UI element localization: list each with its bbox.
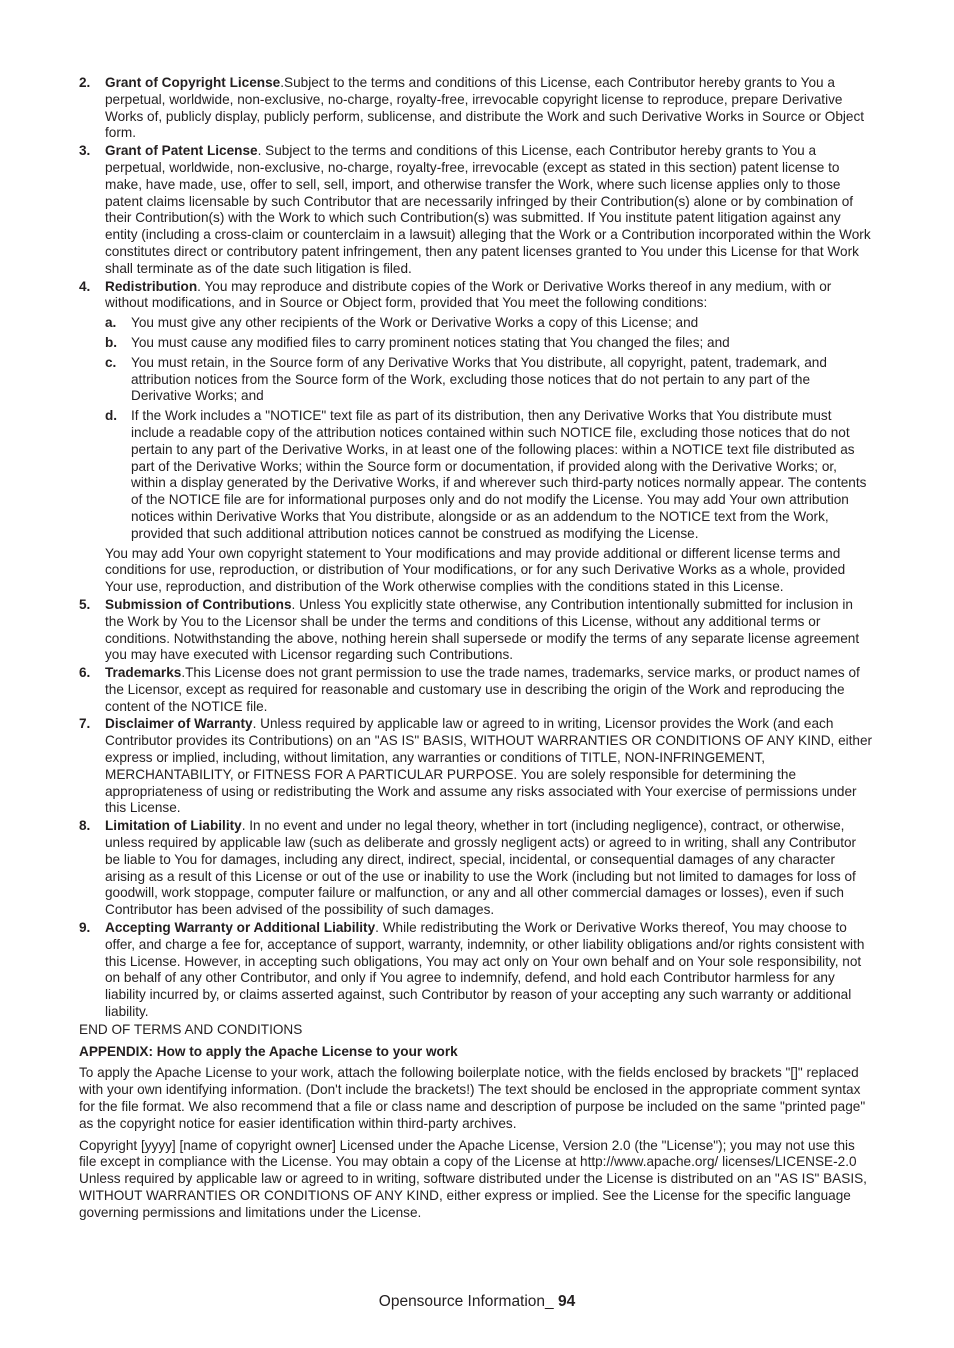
section-number: 3. (79, 143, 91, 159)
subitem-letter: c. (105, 354, 117, 370)
section-title: Grant of Copyright License (105, 75, 281, 90)
section-9 (79, 920, 873, 1021)
section-title: Grant of Patent License (105, 143, 258, 159)
subitem-text: If the Work includes a "NOTICE" text file as part of its distribution, then any Derivative Works that You distribute must include a readable copy of the attribution notices contained within such NOTICE file, excluding those notices that do not pertain to any part of the Derivative Works, in at least one of the following places: within a NOTICE text file distributed as part of the Derivative Works; within the Source form or documentation, if provided along with the Derivative Works; or, within a display generated by the Derivative Works, if and wherever such third-party notices normally appear. The contents of the NOTICE file are for informational purposes only and do not modify the License. You may add Your own attribution notices within Derivative Works that You distribute, alongside or as an addendum to the NOTICE text from the Work, provided that such additional attribution notices cannot be construed as modifying the License. (131, 408, 867, 541)
section-text: . Subject to the terms and conditions of this License, each Contributor hereby grants to You a perpetual, worldwide, non-exclusive, no-charge, royalty-free, irrevocable (except as stated in this section) patent license to make, have made, use, offer to sell, sell, import, and otherwise transfer the Work, where such license applies only to those patent claims licensable by such Contributor that are necessarily infringed by their Contribution(s) alone or by combination of their Contribution(s) with the Work to which such Contribution(s) was submitted. If You institute patent litigation against any entity (including a cross-claim or counterclaim in a lawsuit) alleging that the Work or a Contribution incorporated within the Work constitutes direct or contributory patent infringement, then any patent licenses granted to You under this License for that Work shall terminate as of the date such litigation is filed. (105, 143, 871, 276)
section-title: Submission of Contributions (105, 596, 292, 612)
section-4-followup: You may add Your own copyright statement to Your modifications and may provide additional or different license terms and conditions for use, reproduction, or distribution of Your modifications, or for any such Derivative Works as a whole, provided Your use, reproduction, and distribution of the Work otherwise complies with the conditions stated in this License. (105, 545, 846, 595)
section-number: 8. (79, 818, 91, 834)
subitem-text: You must cause any modified files to carry prominent notices stating that You changed the files; and (131, 334, 730, 350)
subitem-d (105, 408, 873, 542)
appendix-paragraph-1: To apply the Apache License to your work, attach the following boilerplate notice, with the fields enclosed by brackets "[]" replaced with your own identifying information. (Don't include the brackets!) The text should be enclosed in the appropriate comment syntax for the file format. We also recommend that a file or class name and description of purpose be included on the same "printed page" as the copyright notice for easier identification within third-party archives. (79, 1065, 866, 1131)
section-number: 5. (79, 596, 91, 612)
section-number: 4. (79, 278, 91, 294)
section-number: 2. (79, 75, 91, 90)
section-3 (79, 143, 873, 277)
section-6 (79, 665, 873, 715)
section-text: . You may reproduce and distribute copies of the Work or Derivative Works thereof in any medium, with or without modifications, and in Source or Object form, provided that You meet the following conditions: (105, 278, 832, 311)
section-text: . Unless required by applicable law or agreed to in writing, Licensor provides the Work (and each Contributor provides its Contributions) on an "AS IS" BASIS, WITHOUT WARRANTIES OR CONDITIONS OF ANY KIND, either express or implied, including, without limitation, any warranties or conditions of TITLE, NON-INFRINGEMENT, MERCHANTABILITY, or FITNESS FOR A PARTICULAR PURPOSE. You are solely responsible for determining the appropriateness of using or redistributing the Work and assume any risks associated with Your exercise of permissions under this License. (105, 716, 873, 816)
subitem-letter: b. (105, 334, 118, 350)
section-title: Disclaimer of Warranty (105, 716, 253, 732)
section-number: 6. (79, 665, 91, 681)
section-7 (79, 716, 873, 817)
section-number: 7. (79, 716, 91, 732)
section-title: Redistribution (105, 278, 198, 294)
end-of-terms: END OF TERMS AND CONDITIONS (79, 1021, 303, 1037)
section-5 (79, 597, 873, 664)
subitem-letter: a. (105, 315, 117, 331)
page-number: 94 (557, 1293, 576, 1310)
subitem-text: You must retain, in the Source form of any Derivative Works that You distribute, all copyright, patent, trademark, and attribution notices from the Source form of the Work, excluding those notices that do not pertain to any part of the Derivative Works; and (131, 354, 827, 404)
section-title: Accepting Warranty or Additional Liability (105, 920, 376, 936)
section-text: . In no event and under no legal theory, whether in tort (including negligence), contract, or otherwise, unless required by applicable law (such as deliberate and grossly negligent acts) or agreed to in writing, shall any Contributor be liable to You for damages, including any direct, indirect, special, incidental, or consequential damages of any character arising as a result of this License or out of the use or inability to use the Work (including but not limited to damages for loss of goodwill, work stoppage, computer failure or malfunction, or any and all other commercial damages or losses), even if such Contributor has been advised of the possibility of such damages. (105, 818, 857, 918)
appendix-paragraph-2: Copyright [yyyy] [name of copyright owner] Licensed under the Apache License, Version 2.0 (the "License"); you may not use this file except in compliance with the License. You may obtain a copy of the License at http://www.apache.org/ licenses/LICENSE-2.0 Unless required by applicable law or agreed to in writing, software distributed under the License is distributed on an "AS IS" BASIS, WITHOUT WARRANTIES OR CONDITIONS OF ANY KIND, either express or implied. See the License for the specific language governing permissions and limitations under the License. (79, 1137, 867, 1220)
section-text: .This License does not grant permission to use the trade names, trademarks, service marks, or product names of the Licensor, except as required for reasonable and customary use in describing the origin of the Work and reproducing the content of the NOTICE file. (105, 665, 860, 714)
subitem-a (105, 315, 873, 332)
footer-label: Opensource Information_ (378, 1293, 558, 1310)
subitem-b (105, 335, 873, 352)
subitem-text: You must give any other recipients of the Work or Derivative Works a copy of this License; and (131, 315, 699, 331)
section-8 (79, 818, 873, 919)
subitem-c (105, 355, 873, 405)
section-number: 9. (79, 920, 91, 936)
section-title: Trademarks (105, 665, 182, 681)
section-4 (79, 279, 873, 596)
appendix-heading: APPENDIX: How to apply the Apache License to your work (79, 1043, 458, 1059)
section-text: . While redistributing the Work or Derivative Works thereof, You may choose to offer, and charge a fee for, acceptance of support, warranty, indemnity, or other liability obligations and/or rights consistent with this License. However, in accepting such obligations, You may act only on Your own behalf and on Your sole responsibility, not on behalf of any other Contributor, and only if You agree to indemnify, defend, and hold each Contributor harmless for any liability incurred by, or claims asserted against, such Contributor by reason of your accepting any such warranty or additional liability. (105, 920, 865, 1020)
section-text: .Subject to the terms and conditions of this License, each Contributor hereby grants to You a perpetual, worldwide, non-exclusive, no-charge, royalty-free, irrevocable copyright license to reproduce, prepare Derivative Works of, publicly display, publicly perform, sublicense, and distribute the Work and such Derivative Works in Source or Object form. (105, 75, 865, 141)
page-content (79, 75, 873, 1222)
subitem-letter: d. (105, 408, 118, 424)
page-footer (0, 1293, 954, 1311)
section-text: . Unless You explicitly state otherwise, any Contribution intentionally submitted for inclusion in the Work by You to the Licensor shall be under the terms and conditions of this License, without any additional terms or conditions. Notwithstanding the above, nothing herein shall supersede or modify the terms of any separate license agreement you may have executed with Licensor regarding such Contributions. (105, 596, 860, 663)
section-title: Limitation of Liability (105, 818, 242, 834)
section-2 (79, 75, 873, 142)
